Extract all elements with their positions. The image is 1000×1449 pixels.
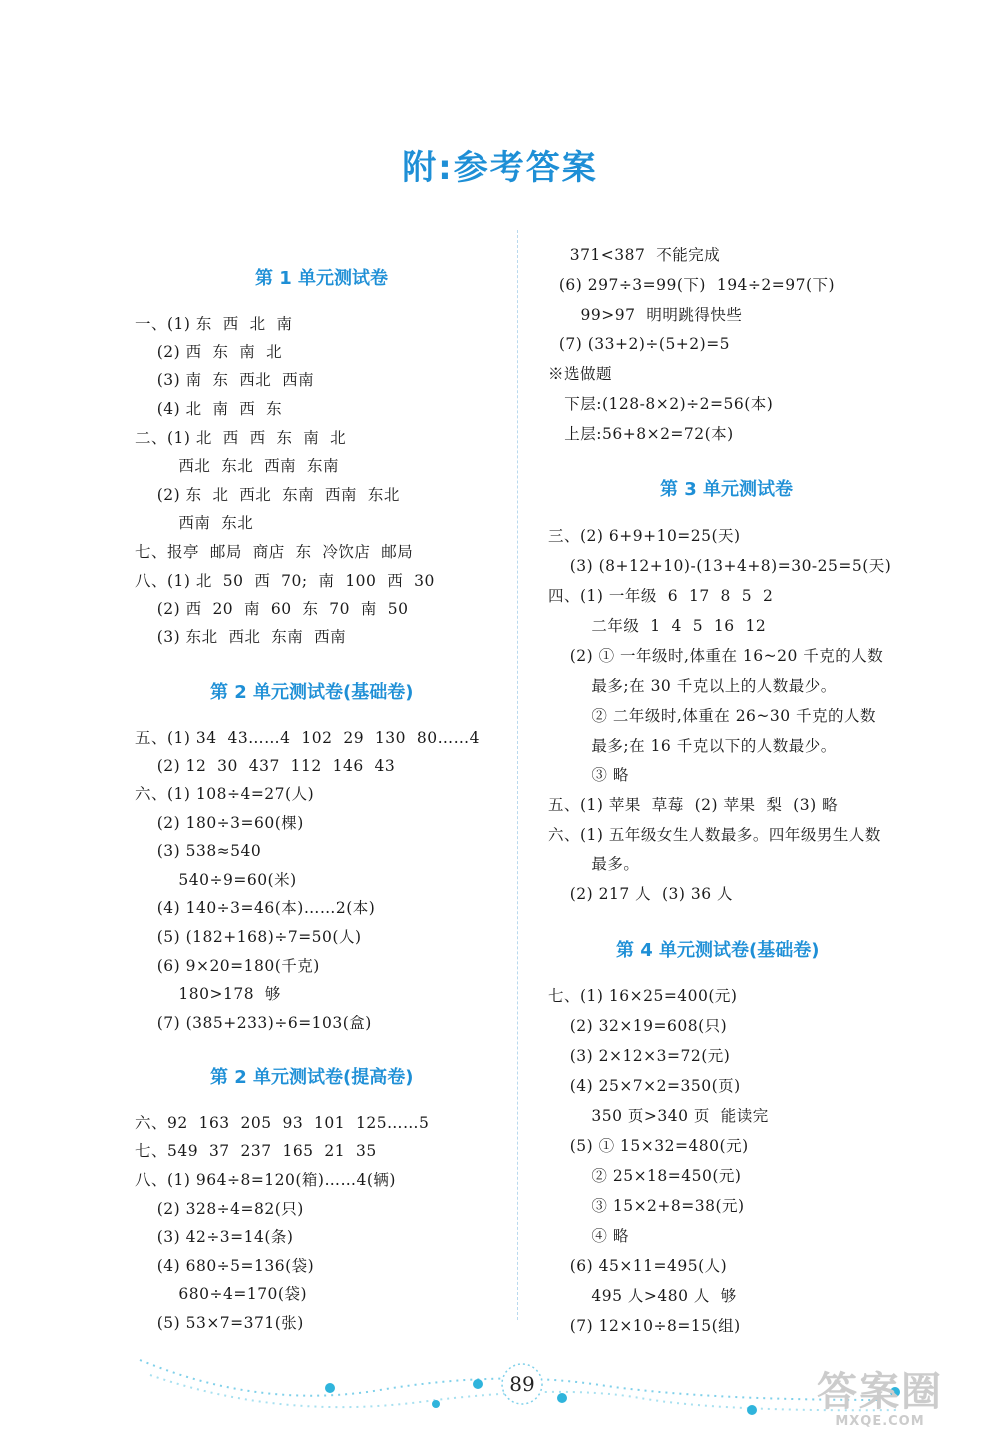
answer-line: ④ 略 [548, 1227, 629, 1245]
answer-line: 495 人>480 人 够 [548, 1287, 737, 1305]
answer-line: (3) 2×12×3=72(元) [548, 1047, 731, 1065]
answer-line: 五、(1) 苹果 草莓 (2) 苹果 梨 (3) 略 [548, 796, 839, 814]
answer-line: 西北 东北 西南 东南 [135, 457, 339, 475]
answer-line: (5) 53×7=371(张) [135, 1314, 304, 1332]
answer-line: (3) 42÷3=14(条) [135, 1228, 294, 1246]
answer-line: 二年级 1 4 5 16 12 [548, 617, 767, 635]
answer-line: 下层:(128-8×2)÷2=56(本) [548, 395, 774, 413]
section-heading-unit2-basic: 第 2 单元测试卷(基础卷) [210, 682, 414, 703]
answer-line: (3) 538≈540 [135, 842, 262, 860]
answer-line: (6) 297÷3=99(下) 194÷2=97(下) [548, 276, 836, 294]
answer-line: (2) 12 30 437 112 146 43 [135, 757, 396, 775]
answer-line: (7) (385+233)÷6=103(盒) [135, 1014, 372, 1032]
answer-line: 八、(1) 964÷8=120(箱)……4(辆) [135, 1171, 396, 1189]
answer-line: 680÷4=170(袋) [135, 1285, 308, 1303]
answer-line: (2) ① 一年级时,体重在 16~20 千克的人数 [548, 647, 884, 665]
watermark-bottom-text: MXQE.COM [835, 1414, 925, 1429]
answer-line: (3) 南 东 西北 西南 [135, 371, 315, 389]
answer-line: ② 二年级时,体重在 26~30 千克的人数 [548, 707, 877, 725]
answer-line: (7) (33+2)÷(5+2)=5 [548, 335, 731, 353]
section-heading-unit1: 第 1 单元测试卷 [255, 268, 389, 289]
answer-line: ③ 略 [548, 766, 629, 784]
answer-line: 六、92 163 205 93 101 125……5 [135, 1114, 430, 1132]
answer-line: 一、(1) 东 西 北 南 [135, 315, 293, 333]
column-divider [517, 230, 518, 1320]
answer-line: 七、(1) 16×25=400(元) [548, 987, 738, 1005]
answer-line: 四、(1) 一年级 6 17 8 5 2 [548, 587, 774, 605]
answer-line: (6) 9×20=180(千克) [135, 957, 320, 975]
answer-line: 99>97 明明跳得快些 [548, 306, 743, 324]
answer-line: 六、(1) 108÷4=27(人) [135, 785, 315, 803]
answer-line: 180>178 够 [135, 985, 281, 1003]
answer-line: 最多。 [548, 855, 640, 873]
section-heading-unit3: 第 3 单元测试卷 [660, 479, 794, 500]
answer-line: (4) 北 南 西 东 [135, 400, 283, 418]
answer-line: (4) 680÷5=136(袋) [135, 1257, 315, 1275]
answer-line: (2) 328÷4=82(只) [135, 1200, 304, 1218]
answer-line: (2) 180÷3=60(棵) [135, 814, 304, 832]
answer-line: 七、报亭 邮局 商店 东 冷饮店 邮局 [135, 543, 414, 561]
answer-line: (3) 东北 西北 东南 西南 [135, 628, 347, 646]
answer-line: 七、549 37 237 165 21 35 [135, 1142, 377, 1160]
page-number: 89 [509, 1372, 535, 1396]
answer-line: 五、(1) 34 43……4 102 29 130 80……4 [135, 729, 480, 747]
answer-line: 二、(1) 北 西 西 东 南 北 [135, 429, 347, 447]
answer-line: (2) 东 北 西北 东南 西南 东北 [135, 486, 400, 504]
answer-line: 三、(2) 6+9+10=25(天) [548, 527, 741, 545]
answer-line: 六、(1) 五年级女生人数最多。四年级男生人数 [548, 826, 881, 844]
answer-line: (6) 45×11=495(人) [548, 1257, 728, 1275]
answer-line: 最多;在 16 千克以下的人数最少。 [548, 737, 837, 755]
answer-line: ③ 15×2+8=38(元) [548, 1197, 745, 1215]
section-heading-unit4-basic: 第 4 单元测试卷(基础卷) [616, 940, 820, 961]
answer-line: (4) 25×7×2=350(页) [548, 1077, 741, 1095]
answer-line: (7) 12×10÷8=15(组) [548, 1317, 741, 1335]
watermark-logo [815, 1370, 945, 1440]
answer-line: (5) ① 15×32=480(元) [548, 1137, 749, 1155]
answer-line: (3) (8+12+10)-(13+4+8)=30-25=5(天) [548, 557, 892, 575]
answer-line: (2) 32×19=608(只) [548, 1017, 728, 1035]
section-heading-unit2-advanced: 第 2 单元测试卷(提高卷) [210, 1067, 414, 1088]
watermark-top-text: 答案圈 [817, 1369, 943, 1415]
answer-line: 371<387 不能完成 [548, 246, 721, 264]
answer-line: (5) (182+168)÷7=50(人) [135, 928, 362, 946]
answer-line: ② 25×18=450(元) [548, 1167, 742, 1185]
answer-line: 西南 东北 [135, 514, 254, 532]
answer-line: (2) 西 20 南 60 东 70 南 50 [135, 600, 409, 618]
answer-line: 350 页>340 页 能读完 [548, 1107, 769, 1125]
answer-line: ※选做题 [548, 365, 613, 383]
page-title: 附:参考答案 [402, 148, 598, 188]
answer-line: 最多;在 30 千克以上的人数最少。 [548, 677, 837, 695]
answer-line: 八、(1) 北 50 西 70; 南 100 西 30 [135, 572, 435, 590]
answer-line: 上层:56+8×2=72(本) [548, 425, 734, 443]
answer-line: 540÷9=60(米) [135, 871, 297, 889]
answer-line: (2) 217 人 (3) 36 人 [548, 885, 733, 903]
answer-line: (2) 西 东 南 北 [135, 343, 283, 361]
answer-line: (4) 140÷3=46(本)……2(本) [135, 899, 376, 917]
